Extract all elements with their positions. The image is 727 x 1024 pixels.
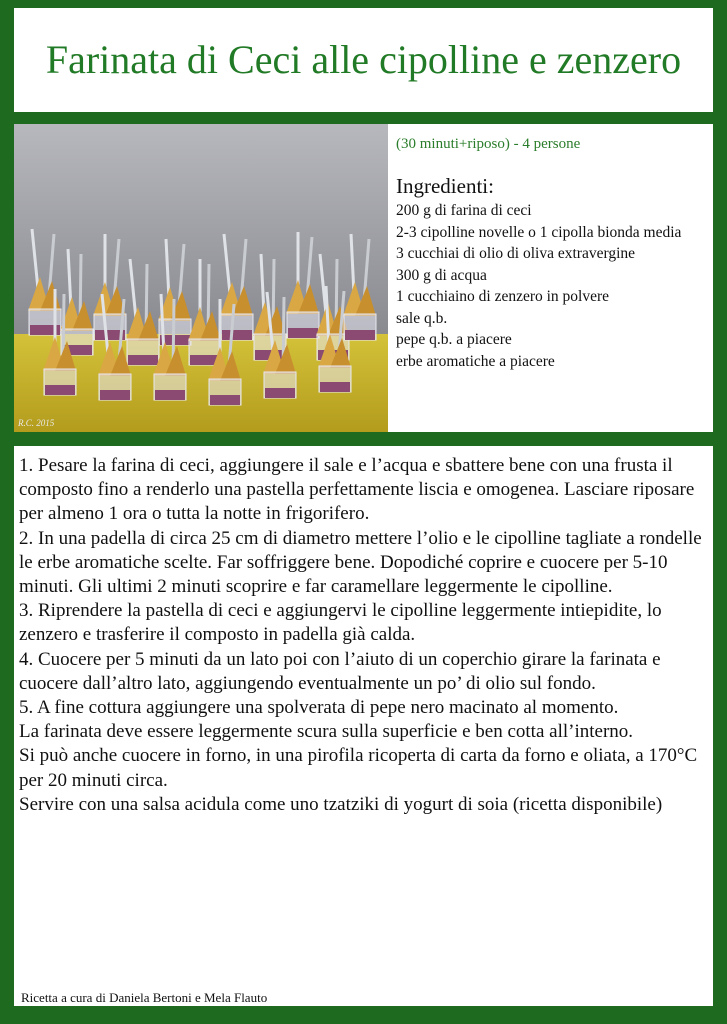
time-servings: (30 minuti+riposo) - 4 persone <box>396 136 581 152</box>
instruction-step: 1. Pesare la farina di ceci, aggiungere il sale e l’acqua e sbattere bene con una frusta il composto fino a renderlo una pastella perfettamente liscia e omogenea. Lasciare riposare per almeno 1 ora o tutta la notte in frigorifero. <box>19 455 695 525</box>
ingredient-item: erbe aromatiche a piacere <box>396 352 555 370</box>
cup-filling <box>222 330 252 340</box>
ingredient-item: 2-3 cipolline novelle o 1 cipolla bionda media <box>396 223 682 241</box>
ingredients-list <box>396 200 709 372</box>
recipe-title: Farinata di Ceci alle cipolline e zenzero <box>45 37 682 82</box>
instruction-step: 5. A fine cottura aggiungere una spolverata di pepe nero macinato al momento. <box>19 697 619 719</box>
food-photo-illustration <box>14 124 388 432</box>
cup-filling <box>345 330 375 340</box>
ingredient-item: 300 g di acqua <box>396 266 487 284</box>
recipe-photo <box>14 124 388 432</box>
cup-filling <box>45 385 75 395</box>
instruction-note: La farinata deve essere leggermente scura sulla superficie e ben cotta all’interno. <box>19 721 634 743</box>
cup-filling <box>265 388 295 398</box>
ingredient-item: 200 g di farina di ceci <box>396 202 532 219</box>
ingredients-section <box>396 124 709 372</box>
cup-filling <box>100 390 130 400</box>
cup-filling <box>320 382 350 392</box>
cup-filling <box>155 390 185 400</box>
instruction-note: Servire con una salsa acidula come uno tzatziki di yogurt di soia (ricetta disponibile) <box>19 793 663 815</box>
ingredient-item: sale q.b. <box>396 309 448 327</box>
cup-filling <box>288 328 318 338</box>
instruction-note: Si può anche cuocere in forno, in una pirofila ricoperta di carta da forno e oliata, a 170°C per 20 minuti circa. <box>19 745 698 791</box>
instruction-step: 2. In una padella di circa 25 cm di diametro mettere l’olio e le cipolline tagliate a rondelle le erbe aromatiche scelte. Far soffriggere bene. Dopodiché coprire e cuocere per 5-10 minuti. Gli ultimi 2 minuti scoprire e far caramellare leggermente le cipolline. <box>19 527 702 598</box>
instructions-panel <box>14 446 713 1006</box>
title-panel <box>14 8 713 112</box>
info-panel <box>14 124 713 432</box>
ingredients-heading: Ingredienti: <box>396 174 494 198</box>
photo-credit: R.C. 2015 <box>18 418 55 428</box>
ingredient-item: pepe q.b. a piacere <box>396 331 512 348</box>
instructions <box>19 454 705 817</box>
cup-filling <box>128 355 158 365</box>
instruction-step: 4. Cuocere per 5 minuti da un lato poi con l’aiuto di un coperchio girare la farinata e cuocere dall’altro lato, aggiungendo eventualmente un po’ di olio sul fondo. <box>19 648 661 694</box>
cup-filling <box>210 395 240 405</box>
ingredient-item: 3 cucchiai di olio di oliva extravergine <box>396 245 636 262</box>
ingredient-item: 1 cucchiaino di zenzero in polvere <box>396 288 610 305</box>
instruction-step: 3. Riprendere la pastella di ceci e aggiungervi le cipolline leggermente intiepidite, lo zenzero e trasferire il composto in padella già calda. <box>19 600 662 646</box>
recipe-credit: Ricetta a cura di Daniela Bertoni e Mela Flauto <box>21 990 268 1005</box>
